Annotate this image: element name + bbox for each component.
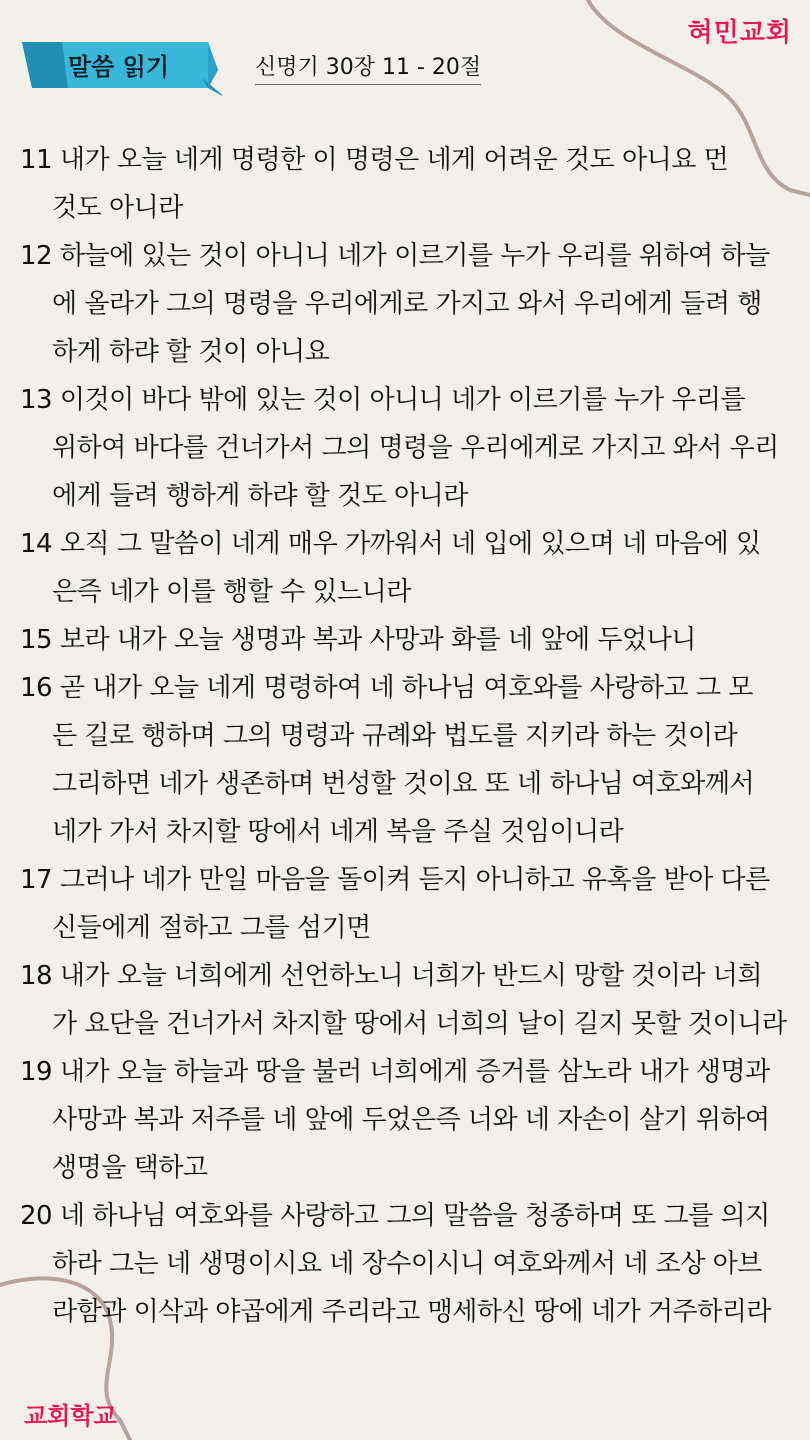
verse-line: 에게 들려 행하게 하랴 할 것도 아니라 (52, 481, 468, 511)
verse-line: 생명을 택하고 (52, 1153, 208, 1183)
verse-item (20, 856, 800, 952)
verse-item (20, 952, 800, 1048)
verse-line: 17 그러나 네가 만일 마음을 돌이켜 듣지 아니하고 유혹을 받아 다른 (20, 865, 770, 895)
verse-line: 위하여 바다를 건너가서 그의 명령을 우리에게로 가지고 와서 우리 (52, 433, 779, 463)
verse-line: 네가 가서 차지할 땅에서 네게 복을 주실 것임이니라 (52, 817, 624, 847)
verse-line: 에 올라가 그의 명령을 우리에게로 가지고 와서 우리에게 들려 행 (52, 289, 762, 319)
verse-item (20, 616, 800, 664)
scripture-reference: 신명기 30장 11 - 20절 (255, 50, 481, 85)
verse-line: 하게 하랴 할 것이 아니요 (52, 337, 330, 367)
verse-item (20, 1192, 800, 1336)
verse-item (20, 520, 800, 616)
verse-line: 19 내가 오늘 하늘과 땅을 불러 너희에게 증거를 삼노라 내가 생명과 (20, 1057, 770, 1087)
verse-line: 은즉 네가 이를 행할 수 있느니라 (52, 577, 411, 607)
verse-line: 하라 그는 네 생명이시요 네 장수이시니 여호와께서 네 조상 아브 (52, 1249, 762, 1279)
verse-item (20, 664, 800, 856)
verse-line: 라함과 이삭과 야곱에게 주리라고 맹세하신 땅에 네가 거주하리라 (52, 1297, 771, 1327)
verse-item (20, 1048, 800, 1192)
verse-item (20, 136, 800, 232)
verse-line: 그리하면 네가 생존하며 번성할 것이요 또 네 하나님 여호와께서 (52, 769, 755, 799)
verse-item (20, 232, 800, 376)
verse-line: 사망과 복과 저주를 네 앞에 두었은즉 너와 네 자손이 살기 위하여 (52, 1105, 770, 1135)
verse-line: 12 하늘에 있는 것이 아니니 네가 이르기를 누가 우리를 위하여 하늘 (20, 241, 770, 271)
verse-line: 20 네 하나님 여호와를 사랑하고 그의 말씀을 청종하며 또 그를 의지 (20, 1201, 770, 1231)
footer-label: 교회학교 (24, 1402, 117, 1430)
verse-line: 든 길로 행하며 그의 명령과 규례와 법도를 지키라 하는 것이라 (52, 721, 738, 751)
verse-line: 15 보라 내가 오늘 생명과 복과 사망과 화를 네 앞에 두었나니 (20, 625, 696, 655)
church-name-logo: 혀민교회 (687, 18, 792, 48)
verse-line: 18 내가 오늘 너희에게 선언하노니 너희가 반드시 망할 것이라 너희 (20, 961, 762, 991)
verse-line: 13 이것이 바다 밖에 있는 것이 아니니 네가 이르기를 누가 우리를 (20, 385, 746, 415)
verse-line: 가 요단을 건너가서 차지할 땅에서 너희의 날이 길지 못할 것이니라 (52, 1009, 787, 1039)
scripture-passage (20, 136, 800, 1336)
verse-line: 것도 아니라 (52, 193, 183, 223)
verse-line: 신들에게 절하고 그를 섬기면 (52, 913, 371, 943)
verse-line: 11 내가 오늘 네게 명령한 이 명령은 네게 어려운 것도 아니요 먼 (20, 145, 729, 175)
verse-line: 16 곧 내가 오늘 네게 명령하여 네 하나님 여호와를 사랑하고 그 모 (20, 673, 753, 703)
verse-item (20, 376, 800, 520)
badge-label: 말씀 읽기 (68, 53, 170, 81)
verse-line: 14 오직 그 말씀이 네게 매우 가까워서 네 입에 있으며 네 마음에 있 (20, 529, 761, 559)
